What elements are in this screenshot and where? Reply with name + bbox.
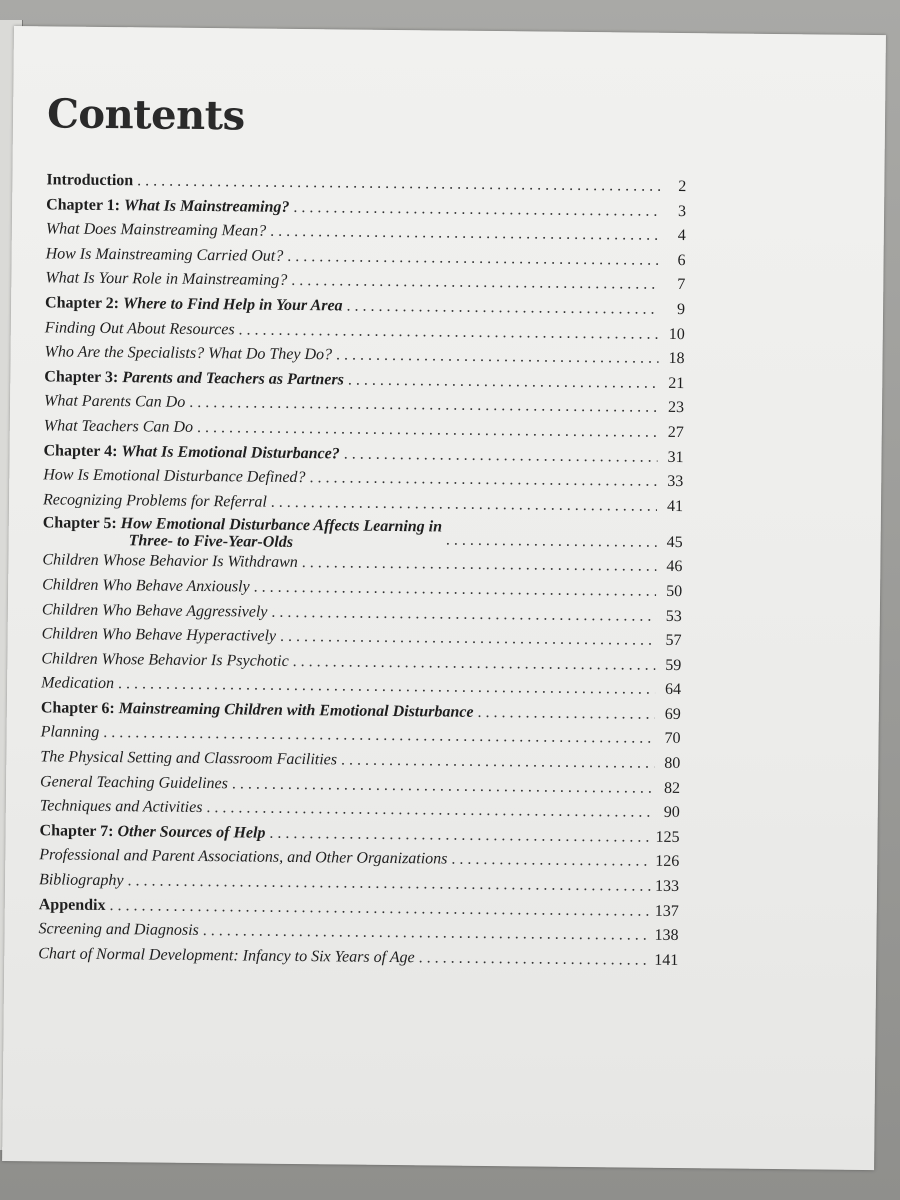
dot-leader [477,701,655,727]
toc-page-number: 82 [663,779,681,797]
toc-page-number: 31 [667,448,684,466]
toc-entry-label: Screening and Diagnosis [38,920,199,940]
toc-entry-label: Children Who Behave Aggressively [41,600,268,621]
toc-page-number: 45 [666,533,683,551]
toc-entry-label: Children Whose Behavior Is Psychotic [41,650,289,670]
dot-leader [451,848,651,875]
toc-page-number: 53 [665,607,682,625]
toc-entry-label: How Is Mainstreaming Carried Out? [45,245,284,265]
toc-page-number: 21 [668,374,685,392]
toc-page-number: 57 [665,631,682,650]
dot-leader [341,749,655,777]
toc-entry-label: Planning [40,723,100,742]
toc-entry-label: What Teachers Can Do [43,417,194,436]
toc-page-number: 59 [665,656,682,674]
toc-page-number: 80 [664,754,681,773]
dot-leader [446,528,657,555]
toc-entry-label: Professional and Parent Associations, and Other Organizations [39,846,448,869]
toc-page-number: 9 [676,300,686,319]
toc-page-number: 18 [668,350,685,368]
toc-entry-label: Chapter 6: Mainstreaming Children with Emotional Disturbance [40,699,474,721]
dot-leader [309,466,657,494]
toc-page-number: 69 [664,705,681,723]
toc-page-number: 126 [655,853,680,871]
toc-entry-label: Children Who Behave Hyperactively [41,625,277,645]
toc-page-number: 133 [654,877,680,896]
table-of-contents [38,168,686,973]
dot-leader [346,294,659,322]
dot-leader [344,442,658,470]
toc-page-number: 41 [666,497,684,515]
toc-entry-label: Chapter 7: Other Sources of Help [39,822,266,842]
toc-page-number: 7 [677,276,686,294]
toc-page-number: 138 [654,926,679,945]
toc-entry-label: Children Whose Behavior Is Withdrawn [42,551,298,572]
dot-leader [293,196,660,224]
toc-entry-label: Finding Out About Resources [44,318,235,338]
book-page [2,26,886,1170]
toc-page-number: 141 [654,951,679,969]
toc-page-number: 50 [666,582,683,600]
toc-entry-label: Recognizing Problems for Referral [42,491,267,511]
toc-entry-label: Chapter 2: Where to Find Help in Your Area [45,294,343,315]
toc-entry-label: Children Who Behave Anxiously [42,576,250,596]
toc-entry-label: Bibliography [38,871,124,890]
dot-leader [336,344,659,372]
toc-page-number: 70 [664,730,681,748]
dot-leader [348,368,659,396]
toc-entry-label: Medication [41,674,115,693]
toc-entry-label: What Does Mainstreaming Mean? [45,220,267,240]
toc-page-number: 10 [668,325,685,343]
toc-page-number: 27 [667,423,684,441]
toc-entry-label: Chapter 4: What Is Emotional Disturbance? [43,441,340,462]
toc-entry-label: What Is Your Role in Mainstreaming? [45,269,288,290]
toc-entry-label: Techniques and Activities [39,797,203,817]
toc-entry-label: Chart of Normal Development: Infancy to Six Years of Age [38,945,415,967]
dot-leader [293,650,656,678]
toc-entry-label: How Is Emotional Disturbance Defined? [43,466,306,487]
toc-entry-label: The Physical Setting and Classroom Facilities [40,748,338,769]
dot-leader [302,551,657,579]
toc-entry-label: What Parents Can Do [43,392,186,412]
toc-page-number: 3 [678,202,687,220]
dot-leader [419,946,651,973]
toc-page-number: 2 [678,177,687,196]
dot-leader [271,490,657,519]
toc-page-number: 125 [655,828,680,846]
toc-page-number: 23 [667,399,685,417]
page-title: Contents [46,90,245,140]
toc-entry-label: General Teaching Guidelines [40,772,228,792]
toc-page-number: 64 [664,681,682,699]
toc-page-number: 90 [663,804,680,822]
toc-page-number: 6 [677,251,686,269]
toc-entry-label: Chapter 3: Parents and Teachers as Partners [44,368,344,389]
toc-entry-label: Chapter 1: What Is Mainstreaming? [46,195,290,216]
toc-entry-label: Who Are the Specialists? What Do They Do? [44,343,333,364]
toc-entry-label: Appendix [38,895,106,914]
toc-page-number: 46 [666,558,683,576]
toc-entry-label: Introduction [46,171,134,190]
toc-page-number: 33 [667,472,684,491]
toc-entry-label: Chapter 5: How Emotional Disturbance Affects Learning in Three- to Five-Year-Olds [42,514,443,552]
toc-page-number: 4 [677,227,686,245]
toc-page-number: 137 [654,902,679,920]
